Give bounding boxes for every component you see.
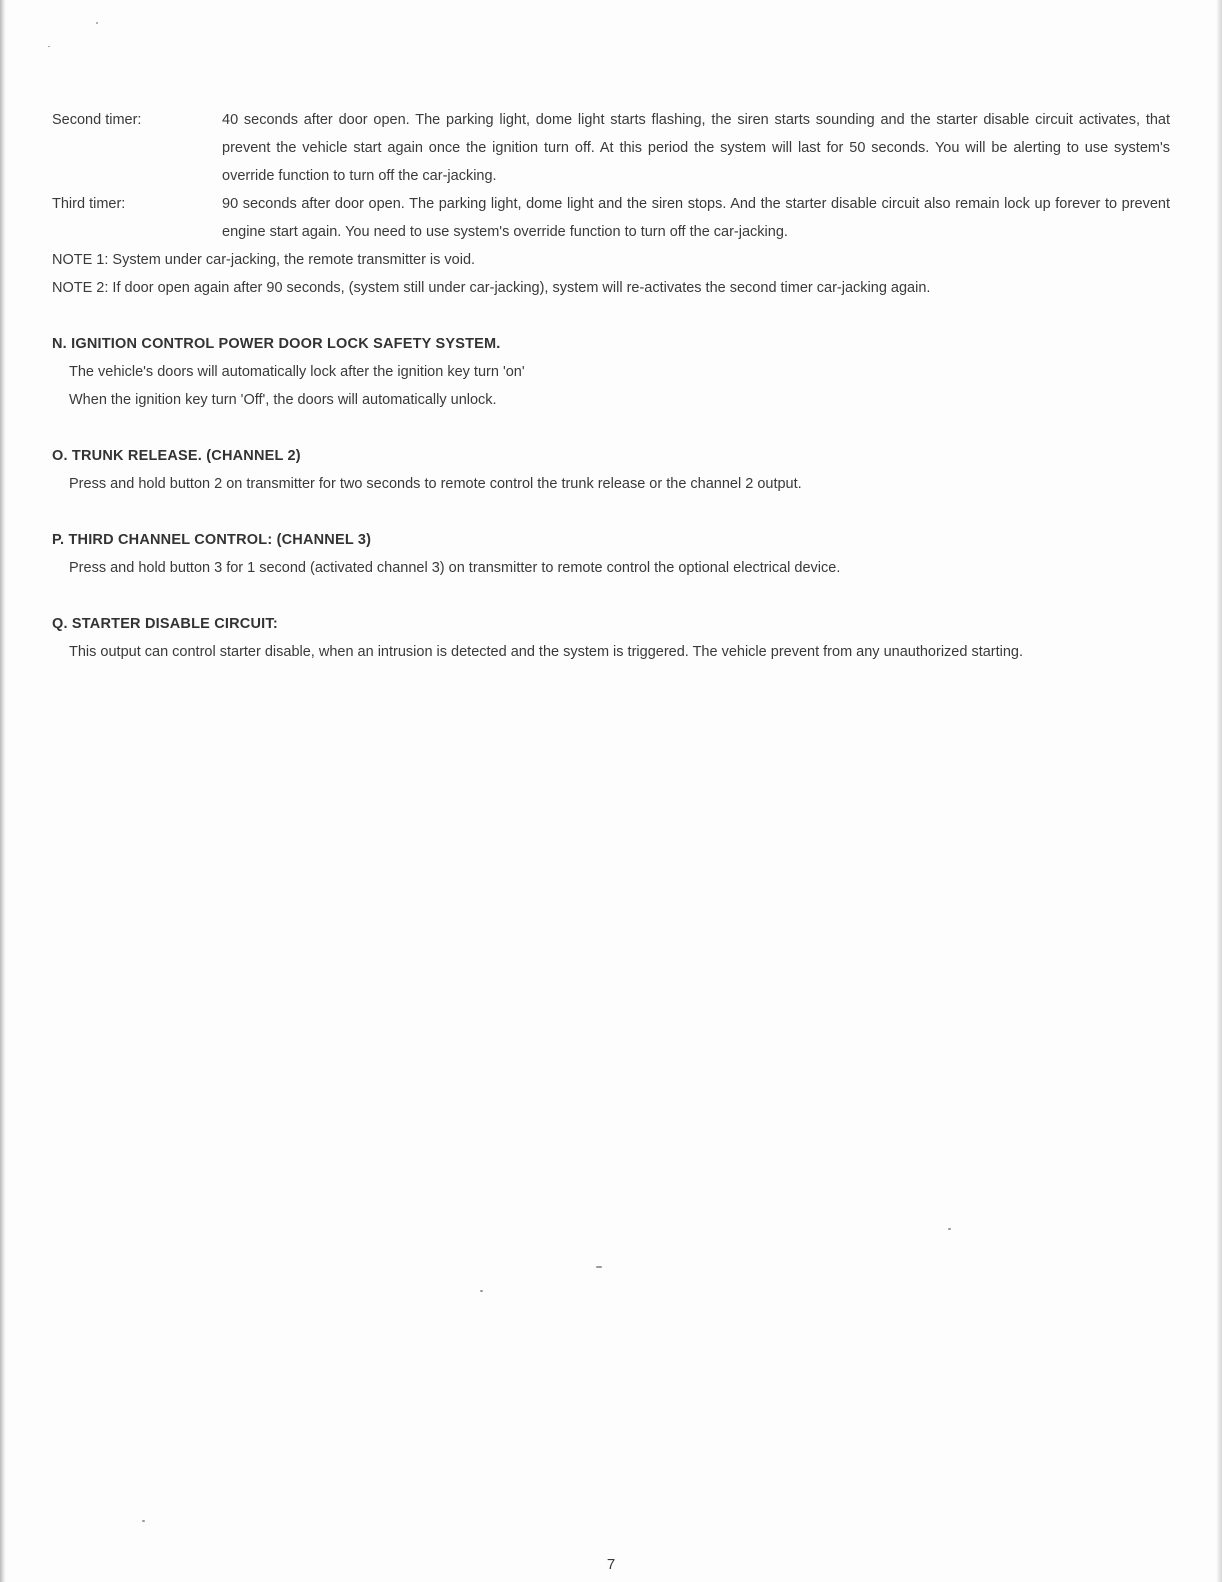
scan-speck xyxy=(480,1290,483,1292)
timer-description: 40 seconds after door open. The parking light, dome light starts flashing, the siren starts sounding and the starter disable circuit activates, that prevent the vehicle start again once the ignition turn off. At this period the system will last for 50 seconds. You will be alerting to use system's override function to turn off the car-jacking. xyxy=(222,112,1170,184)
timer-label: Second timer: xyxy=(52,112,142,128)
scan-edge-left xyxy=(0,0,6,1582)
section-line: This output can control starter disable, when an intrusion is detected and the system is triggered. The vehicle prevent from any unauthorized starting. xyxy=(69,644,1024,660)
section-third-channel xyxy=(52,526,1170,582)
section-trunk-release xyxy=(52,442,1170,498)
section-starter-disable xyxy=(52,610,1170,666)
timer-row-third xyxy=(52,190,1170,246)
section-line: When the ignition key turn 'Off', the doors will automatically unlock. xyxy=(69,392,497,408)
note-1: NOTE 1: System under car-jacking, the remote transmitter is void. xyxy=(52,252,476,268)
timer-description: 90 seconds after door open. The parking light, dome light and the siren stops. And the starter disable circuit also remain lock up forever to prevent engine start again. You need to use system's override function to turn off the car-jacking. xyxy=(222,196,1170,240)
section-heading: Q. STARTER DISABLE CIRCUIT: xyxy=(52,616,278,632)
timer-label: Third timer: xyxy=(52,196,126,212)
section-heading: P. THIRD CHANNEL CONTROL: (CHANNEL 3) xyxy=(52,532,372,548)
scan-speck xyxy=(96,22,98,24)
section-ignition-control xyxy=(52,330,1170,414)
scan-edge-right xyxy=(1216,0,1222,1582)
section-line: The vehicle's doors will automatically lock after the ignition key turn 'on' xyxy=(69,364,525,380)
section-line: Press and hold button 2 on transmitter for two seconds to remote control the trunk release or the channel 2 output. xyxy=(69,476,802,492)
section-heading: O. TRUNK RELEASE. (CHANNEL 2) xyxy=(52,448,301,464)
timer-row-second xyxy=(52,106,1170,190)
document-body xyxy=(52,106,1170,666)
scan-speck xyxy=(48,46,50,47)
scan-speck xyxy=(596,1266,602,1268)
scan-speck xyxy=(142,1520,145,1522)
note-2: NOTE 2: If door open again after 90 seconds, (system still under car-jacking), system will re-activates the second timer car-jacking again. xyxy=(52,280,931,296)
scan-speck xyxy=(948,1228,951,1230)
section-line: Press and hold button 3 for 1 second (activated channel 3) on transmitter to remote control the optional electrical device. xyxy=(69,560,841,576)
section-heading: N. IGNITION CONTROL POWER DOOR LOCK SAFETY SYSTEM. xyxy=(52,336,501,352)
page-number: 7 xyxy=(606,1556,616,1573)
